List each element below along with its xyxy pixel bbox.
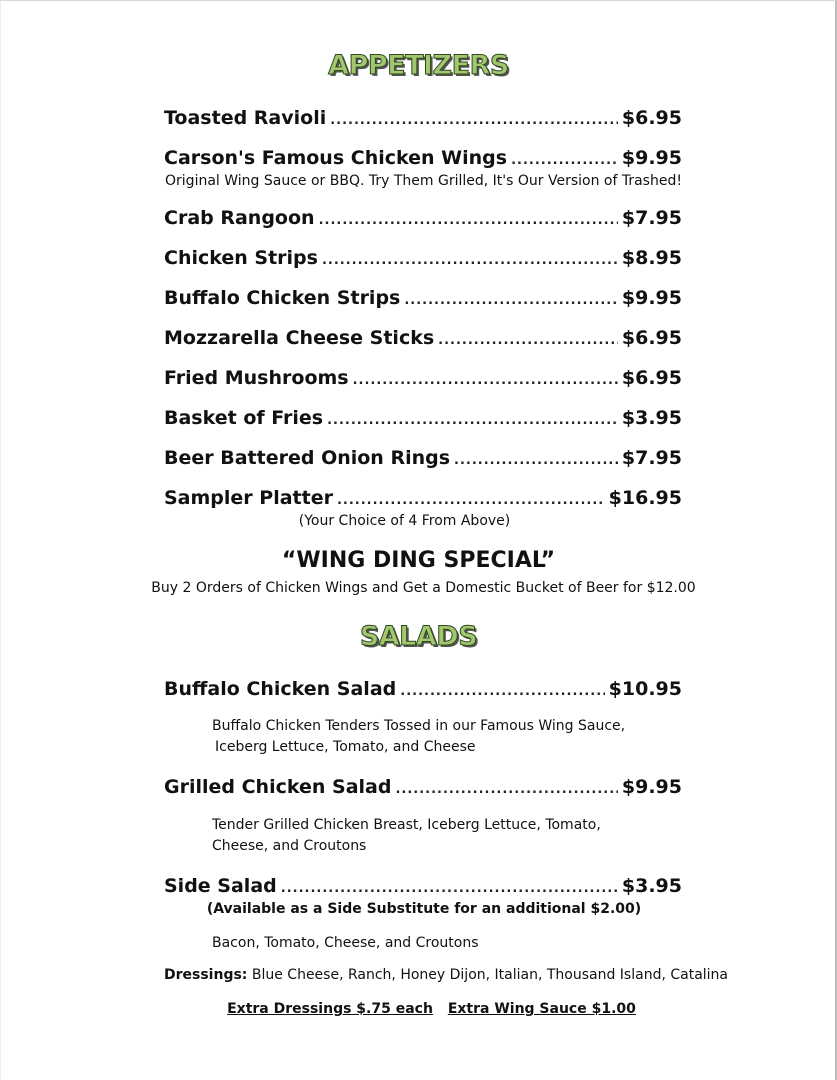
menu-item-buffalo-chicken-salad bbox=[164, 678, 682, 700]
item-name: Buffalo Chicken Strips bbox=[164, 287, 401, 309]
extras-pricing bbox=[13, 1001, 837, 1017]
salads-heading: SALADS bbox=[359, 621, 478, 652]
description-line: Iceberg Lettuce, Tomato, and Cheese bbox=[215, 739, 476, 755]
item-price: $7.95 bbox=[621, 447, 682, 469]
dot-leader bbox=[337, 493, 605, 508]
dot-leader bbox=[327, 413, 618, 428]
dot-leader bbox=[395, 782, 617, 797]
menu-item-sampler-platter bbox=[164, 487, 682, 509]
item-price: $3.95 bbox=[621, 875, 682, 897]
dot-leader bbox=[281, 881, 618, 896]
special-title: “WING DING SPECIAL” bbox=[281, 548, 556, 573]
dot-leader bbox=[319, 213, 618, 228]
appetizers-heading: APPETIZERS bbox=[328, 50, 509, 81]
menu-item-fried-mushrooms bbox=[164, 367, 682, 389]
item-price: $16.95 bbox=[608, 487, 682, 509]
grilled-chicken-salad-description bbox=[212, 815, 672, 857]
menu-item-crab-rangoon bbox=[164, 207, 682, 229]
item-name: Carson's Famous Chicken Wings bbox=[164, 147, 508, 169]
item-price: $9.95 bbox=[621, 287, 682, 309]
dot-leader bbox=[400, 684, 604, 699]
menu-item-chicken-wings bbox=[164, 147, 682, 169]
item-name: Buffalo Chicken Salad bbox=[164, 678, 397, 700]
item-price: $6.95 bbox=[621, 107, 682, 129]
dot-leader bbox=[511, 153, 618, 168]
item-name: Sampler Platter bbox=[164, 487, 333, 509]
item-name: Fried Mushrooms bbox=[164, 367, 349, 389]
chicken-wings-note: Original Wing Sauce or BBQ. Try Them Grilled, It's Our Version of Trashed! bbox=[165, 173, 682, 189]
item-price: $8.95 bbox=[621, 247, 682, 269]
dot-leader bbox=[438, 333, 618, 348]
item-price: $10.95 bbox=[608, 678, 682, 700]
special-description: Buy 2 Orders of Chicken Wings and Get a Domestic Bucket of Beer for $12.00 bbox=[151, 580, 696, 596]
menu-item-mozzarella-sticks bbox=[164, 327, 682, 349]
dressings-list bbox=[164, 967, 729, 983]
item-price: $9.95 bbox=[621, 147, 682, 169]
side-salad-note: (Available as a Side Substitute for an additional $2.00) bbox=[206, 901, 642, 917]
extra-wing-sauce: Extra Wing Sauce $1.00 bbox=[447, 1001, 636, 1017]
side-salad-description bbox=[212, 933, 672, 954]
item-name: Chicken Strips bbox=[164, 247, 318, 269]
menu-item-chicken-strips bbox=[164, 247, 682, 269]
menu-item-toasted-ravioli bbox=[164, 107, 682, 129]
description-line: Bacon, Tomato, Cheese, and Croutons bbox=[212, 935, 479, 951]
buffalo-chicken-salad-description bbox=[212, 716, 672, 758]
item-name: Side Salad bbox=[164, 875, 277, 897]
description-line: Buffalo Chicken Tenders Tossed in our Famous Wing Sauce, bbox=[212, 718, 626, 734]
menu-item-basket-of-fries bbox=[164, 407, 682, 429]
item-name: Basket of Fries bbox=[164, 407, 324, 429]
item-name: Beer Battered Onion Rings bbox=[164, 447, 451, 469]
item-name: Grilled Chicken Salad bbox=[164, 776, 392, 798]
item-price: $9.95 bbox=[621, 776, 682, 798]
description-line: Tender Grilled Chicken Breast, Iceberg Lettuce, Tomato, bbox=[212, 817, 601, 833]
dressings-label: Dressings: bbox=[164, 967, 248, 983]
dressings-options: Blue Cheese, Ranch, Honey Dijon, Italian, Thousand Island, Catalina bbox=[251, 967, 729, 983]
description-line: Cheese, and Croutons bbox=[212, 838, 367, 854]
menu-item-grilled-chicken-salad bbox=[164, 776, 682, 798]
item-name: Toasted Ravioli bbox=[164, 107, 327, 129]
item-name: Mozzarella Cheese Sticks bbox=[164, 327, 435, 349]
item-price: $7.95 bbox=[621, 207, 682, 229]
extra-dressings: Extra Dressings $.75 each bbox=[227, 1001, 433, 1017]
dot-leader bbox=[353, 373, 618, 388]
item-price: $3.95 bbox=[621, 407, 682, 429]
sampler-platter-note: (Your Choice of 4 From Above) bbox=[298, 513, 511, 529]
menu-item-side-salad bbox=[164, 875, 682, 897]
dot-leader bbox=[404, 293, 618, 308]
dot-leader bbox=[454, 453, 618, 468]
item-price: $6.95 bbox=[621, 367, 682, 389]
item-price: $6.95 bbox=[621, 327, 682, 349]
menu-item-onion-rings bbox=[164, 447, 682, 469]
item-name: Crab Rangoon bbox=[164, 207, 315, 229]
menu-item-buffalo-chicken-strips bbox=[164, 287, 682, 309]
dot-leader bbox=[322, 253, 618, 268]
dot-leader bbox=[330, 113, 618, 128]
